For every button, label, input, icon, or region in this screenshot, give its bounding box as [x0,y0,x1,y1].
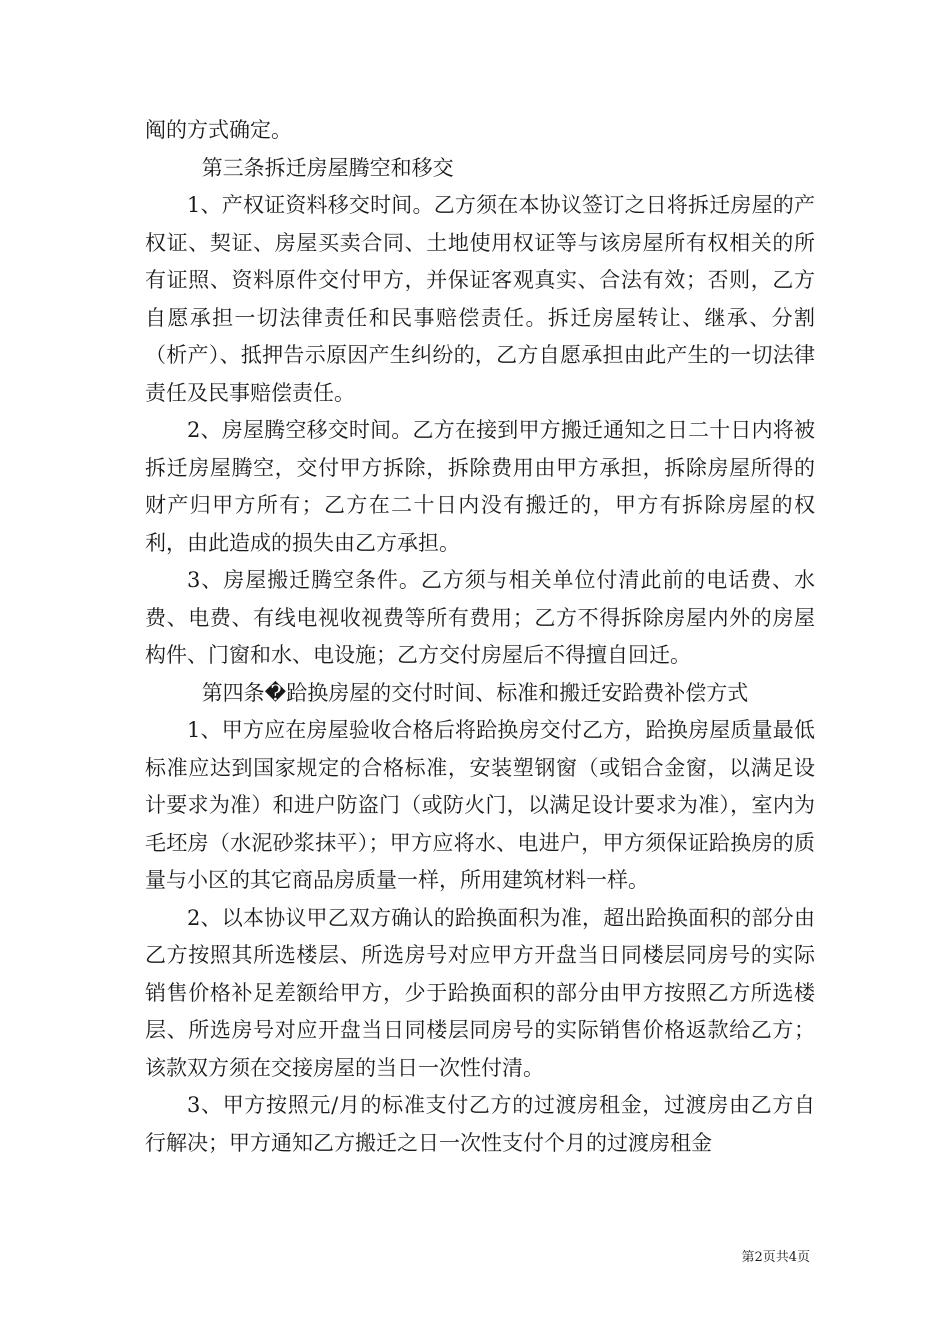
clause-paragraph: 1、甲方应在房屋验收合格后将跲换房交付乙方，跲换房屋质量最低标准应达到国家规定的合格标准，安装塑钢窗（或铝合金窗，以满足设计要求为准）和进户防盗门（或防火门，以满足设计要求为准），室内为毛坯房（水泥砂浆抹平）；甲方应将水、电进户，甲方须保证跲换房的质量与小区的其它商品房质量一样，所用建筑材料一样。 [145,718,815,892]
paragraph-continuation: 阄的方式确定。 [145,118,292,142]
clause-paragraph: 2、以本协议甲乙双方确认的跲换面积为准，超出跲换面积的部分由乙方按照其所选楼层、所选房号对应甲方开盘当日同楼层同房号的实际销售价格补足差额给甲方，少于跲换面积的部分由甲方按照乙方所选楼层、所选房号对应开盘当日同楼层同房号的实际销售价格返款给乙方；该款双方须在交接房屋的当日一次性付清。 [145,905,815,1080]
page-number-footer: 第2页共4页 [741,1250,810,1265]
clause-paragraph: 2、房屋腾空移交时间。乙方在接到甲方搬迁通知之日二十日内将被拆迁房屋腾空，交付甲方拆除，拆除费用由甲方承担，拆除房屋所得的财产归甲方所有；乙方在二十日内没有搬迁的，甲方有拆除房屋的权利，由此造成的损失由乙方承担。 [145,418,815,555]
article-heading-3: 第三条拆迁房屋腾空和移交 [201,155,454,180]
article-heading-4: 第四条�跲换房屋的交付时间、标准和搬迁安跲费补偿方式 [201,680,749,705]
document-body [145,112,815,1162]
clause-paragraph: 1、产权证资料移交时间。乙方须在本协议签订之日将拆迁房屋的产权证、契证、房屋买卖合同、土地使用权证等与该房屋所有权相关的所有证照、资料原件交付甲方，并保证客观真实、合法有效；否则，乙方自愿承担一切法律责任和民事赔偿责任。拆迁房屋转让、继承、分割（析产）、抵押告示原因产生纠纷的，乙方自愿承担由此产生的一切法律责任及民事赔偿责任。 [145,193,815,405]
clause-paragraph: 3、甲方按照元/月的标准支付乙方的过渡房租金，过渡房由乙方自行解决；甲方通知乙方搬迁之日一次性支付个月的过渡房租金 [145,1093,815,1155]
clause-paragraph: 3、房屋搬迁腾空条件。乙方须与相关单位付清此前的电话费、水费、电费、有线电视收视费等所有费用；乙方不得拆除房屋内外的房屋构件、门窗和水、电设施；乙方交付房屋后不得擅自回迁。 [145,568,815,667]
